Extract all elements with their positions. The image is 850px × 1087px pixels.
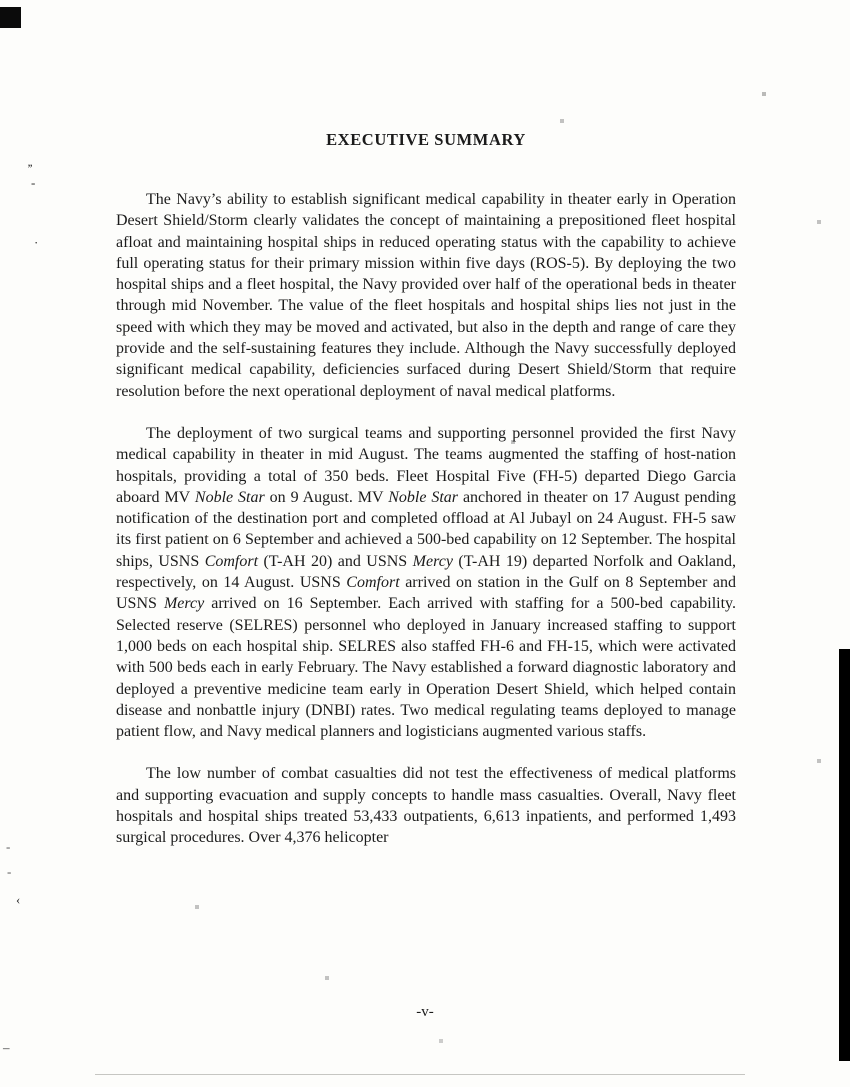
scan-artifact-specks <box>0 0 2 2</box>
paragraph-text: arrived on 16 September. Each arrived with staffing for a 500-bed capability. Selected reserve (SELRES) personnel who deployed in January increased staffing to support 1,000 beds on each hospital ship. SELRES also staffed FH-6 and FH-15, which were activated with 500 beds each in early February. The Navy established a forward diagnostic laboratory and deployed a preventive medicine team early in Operation Desert Shield, which helped contain disease and nonbattle injury (DNBI) rates. Two medical regulating teams deployed to manage patient flow, and Navy medical planners and logisticians augmented various staffs. <box>116 595 737 741</box>
ship-name: Noble Star <box>388 488 459 506</box>
ship-name: Mercy <box>163 595 205 613</box>
paragraph-text: The low number of combat casualties did not test the effectiveness of medical platforms and supporting evacuation and supply concepts to handle mass casualties. Overall, Navy fleet hospitals and hospital ships treated 53,433 outpatients, 6,613 inpatients, and performed 1,493 surgical procedures. Over 4,376 helicopter <box>116 765 736 847</box>
scan-mark: · <box>34 235 39 250</box>
scan-mark: ‹ <box>16 892 21 907</box>
scan-mark: - <box>6 839 11 854</box>
document-body <box>116 189 736 849</box>
paragraph-text: The deployment of two surgical teams and supporting personnel provided the first Navy medical capability in theater in mid August. The teams augmented the staffing of host-nation hospitals, providing a total of 350 beds. Fleet Hospital Five (FH-5) departed Diego Garcia aboard MV <box>116 424 736 506</box>
scan-artifact-right-bar <box>839 649 850 1061</box>
scan-artifact-corner-block <box>0 7 21 28</box>
paragraph-text: The Navy’s ability to establish significant medical capability in theater early in Operation Desert Shield/Storm clearly validates the concept of maintaining a prepositioned fleet hospital afloat and maintaining hospital ships in reduced operating status with the capability to achieve full operating status for their primary mission within five days (ROS-5). By deploying the two hospital ships and a fleet hospital, the Navy provided over half of the operational beds in theater through mid November. The value of the fleet hospitals and hospital ships lies not just in the speed with which they may be moved and activated, but also in the depth and range of care they provide and the self-sustaining features they include. Although the Navy successfully deployed significant medical capability, deficiencies surfaced during Desert Shield/Storm that require resolution before the next operational deployment of naval medical platforms. <box>116 191 736 400</box>
paragraph-text: arrived on station in the Gulf on 8 September and USNS <box>116 574 737 613</box>
ship-name: Comfort <box>346 574 400 592</box>
paragraph-text: on 9 August. MV <box>264 488 389 506</box>
paragraph <box>116 763 736 848</box>
scan-mark: - <box>7 864 12 879</box>
scan-mark: ’’ <box>27 161 33 175</box>
paragraph-text: (T-AH 19) departed Norfolk and Oakland, respectively, on 14 August. USNS <box>116 552 737 592</box>
ship-name: Mercy <box>412 552 453 570</box>
scan-mark: - <box>31 175 36 190</box>
paragraph <box>116 423 736 742</box>
scan-mark: – <box>3 1040 10 1055</box>
page-title: EXECUTIVE SUMMARY <box>326 130 526 149</box>
paragraph <box>116 189 736 402</box>
scan-artifact-bottom-line <box>95 1074 745 1075</box>
page-number: -v- <box>416 1004 434 1020</box>
ship-name: Noble Star <box>194 488 265 506</box>
ship-name: Comfort <box>204 552 259 570</box>
paragraph-text: anchored in theater on 17 August pending notification of the destination port and completed offload at Al Jubayl on 24 August. FH-5 saw its first patient on 6 September and achieved a 500-bed capability on 12 September. The hospital ships, USNS <box>116 488 737 570</box>
paragraph-text: (T-AH 20) and USNS <box>258 552 413 570</box>
